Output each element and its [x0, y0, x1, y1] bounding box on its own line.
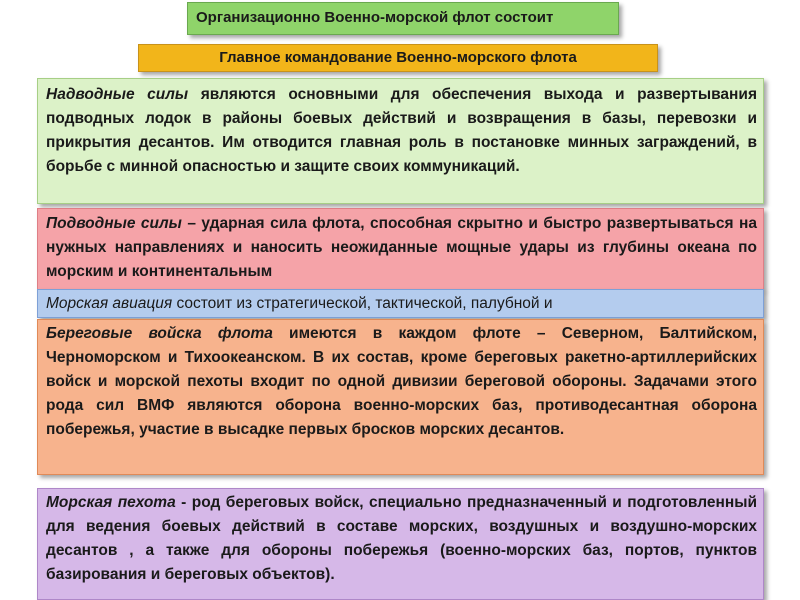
naval-aviation-text: состоит из стратегической, тактической, палубной и — [172, 295, 553, 312]
surface-forces-text: являются основными для обеспечения выхода и развертывания подводных лодок в районы боевых действий и возвращения в базы, перевозки и прикрытия десантов. Им отводится главная роль в постановке минных заграждений, в борьбе с минной опасностью и защите своих коммуникаций. — [46, 86, 757, 175]
naval-aviation-box — [37, 289, 764, 318]
surface-forces-term: Надводные силы — [46, 86, 189, 103]
command-heading — [138, 44, 658, 72]
submarine-forces-term: Подводные силы — [46, 215, 182, 232]
slide-title — [187, 2, 619, 35]
submarine-forces-text: – ударная сила флота, способная скрытно и быстро развертываться на нужных направлениях и наносить неожиданные мощные удары из глубины океана по морским и континентальным — [46, 215, 757, 280]
coastal-troops-text: имеются в каждом флоте – Северном, Балтийском, Черноморском и Тихоокеанском. В их состав, кроме береговых ракетно-артиллерийских войск и морской пехоты входит по одной дивизии береговой обороны. Задачами этого рода сил ВМФ являются оборона военно-морских баз, противодесантная оборона побережья, участие в высадке первых бросков морских десантов. — [46, 325, 757, 438]
coastal-troops-box — [37, 319, 764, 475]
title-text: Организационно Военно-морской флот состоит — [196, 9, 554, 26]
coastal-troops-term: Береговые войска флота — [46, 325, 273, 342]
command-text: Главное командование Военно-морского флота — [219, 49, 577, 66]
marines-text: - род береговых войск, специально предназначенный и подготовленный для ведения боевых действий в составе морских, воздушных и воздушно-морских десантов , а также для обороны побережья (военно-морских баз, портов, пунктов базирования и береговых объектов). — [46, 494, 757, 583]
marines-box — [37, 488, 764, 600]
submarine-forces-box — [37, 208, 764, 290]
surface-forces-box — [37, 78, 764, 204]
naval-aviation-term: Морская авиация — [46, 295, 173, 312]
marines-term: Морская пехота — [46, 494, 176, 511]
